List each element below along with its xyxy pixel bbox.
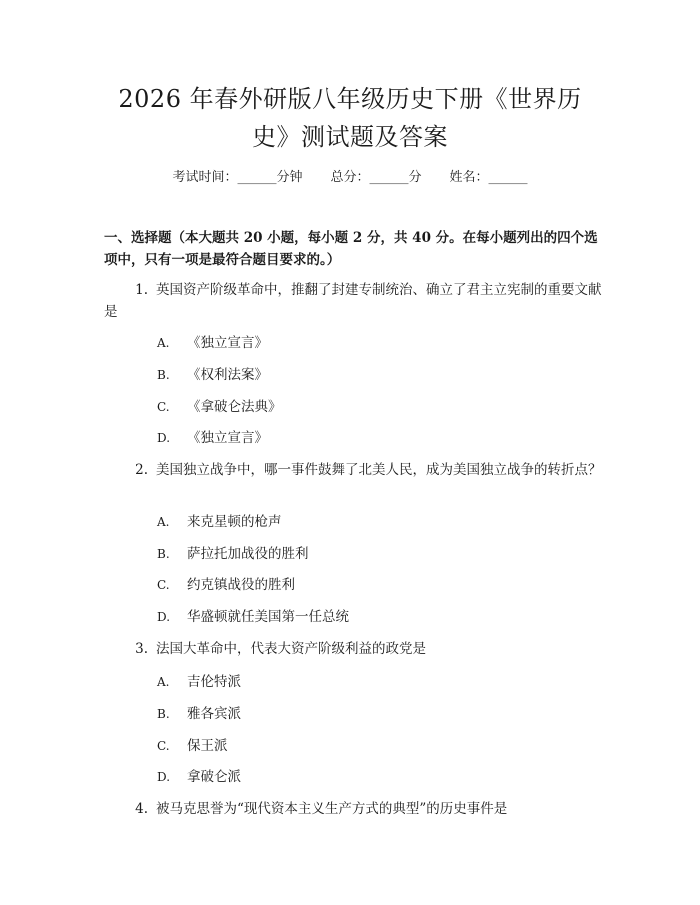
option-1d	[157, 428, 268, 448]
option-letter: B.	[157, 707, 170, 721]
question-text: 美国独立战争中，哪一事件鼓舞了北美人民，成为美国独立战争的转折点？	[156, 462, 602, 478]
option-text: 华盛顿就任美国第一任总统	[187, 609, 349, 625]
option-letter: B.	[157, 547, 170, 561]
option-letter: D.	[157, 610, 171, 624]
option-text: 保王派	[187, 738, 228, 754]
exam-time: 考试时间：______分钟	[172, 170, 303, 185]
option-3b	[157, 704, 241, 724]
question-2	[104, 459, 604, 481]
option-text: 雅各宾派	[187, 706, 241, 722]
option-text: 吉伦特派	[187, 674, 241, 690]
option-text: 《独立宣言》	[187, 430, 268, 446]
option-3c	[157, 736, 228, 756]
option-letter: A.	[157, 675, 170, 689]
option-3d	[157, 767, 241, 787]
student-name: 姓名：______	[449, 170, 528, 185]
option-letter: D.	[157, 431, 171, 445]
question-number: 3.	[135, 641, 148, 657]
option-text: 拿破仑派	[187, 769, 241, 785]
option-text: 萨拉托加战役的胜利	[187, 546, 309, 562]
question-text: 法国大革命中，代表大资产阶级利益的政党是	[156, 641, 426, 657]
question-number: 2.	[135, 462, 148, 478]
title-line-2: 史》测试题及答案	[252, 123, 448, 151]
option-2b	[157, 544, 309, 564]
option-text: 《独立宣言》	[187, 335, 268, 351]
title-line-1: 2026 年春外研版八年级历史下册《世界历	[118, 85, 582, 113]
total-score: 总分：______分	[330, 170, 422, 185]
option-letter: C.	[157, 739, 170, 753]
option-text: 《拿破仑法典》	[187, 399, 282, 415]
question-1	[104, 279, 604, 323]
question-number: 1.	[135, 282, 148, 298]
option-2c	[157, 575, 295, 595]
option-text: 约克镇战役的胜利	[187, 577, 295, 593]
option-letter: A.	[157, 336, 170, 350]
option-letter: D.	[157, 770, 171, 784]
option-1a	[157, 333, 268, 353]
exam-meta	[0, 168, 700, 188]
option-3a	[157, 672, 241, 692]
option-letter: B.	[157, 368, 170, 382]
question-text: 英国资产阶级革命中，推翻了封建专制统治、确立了君主立宪制的重要文献是	[104, 282, 602, 320]
question-3	[104, 638, 604, 660]
option-letter: C.	[157, 578, 170, 592]
option-2d	[157, 607, 349, 627]
option-letter: A.	[157, 515, 170, 529]
question-4	[104, 798, 604, 820]
question-number: 4.	[135, 801, 148, 817]
page-title	[95, 80, 605, 156]
question-text: 被马克思誉为“现代资本主义生产方式的典型”的历史事件是	[156, 801, 508, 817]
option-1b	[157, 365, 268, 385]
option-text: 《权利法案》	[187, 367, 268, 383]
option-text: 来克星顿的枪声	[187, 514, 282, 530]
option-1c	[157, 397, 282, 417]
option-letter: C.	[157, 400, 170, 414]
option-2a	[157, 512, 282, 532]
section-heading: 一、选择题（本大题共 20 小题，每小题 2 分，共 40 分。在每小题列出的四个选项中，只有一项是最符合题目要求的。）	[104, 230, 598, 268]
